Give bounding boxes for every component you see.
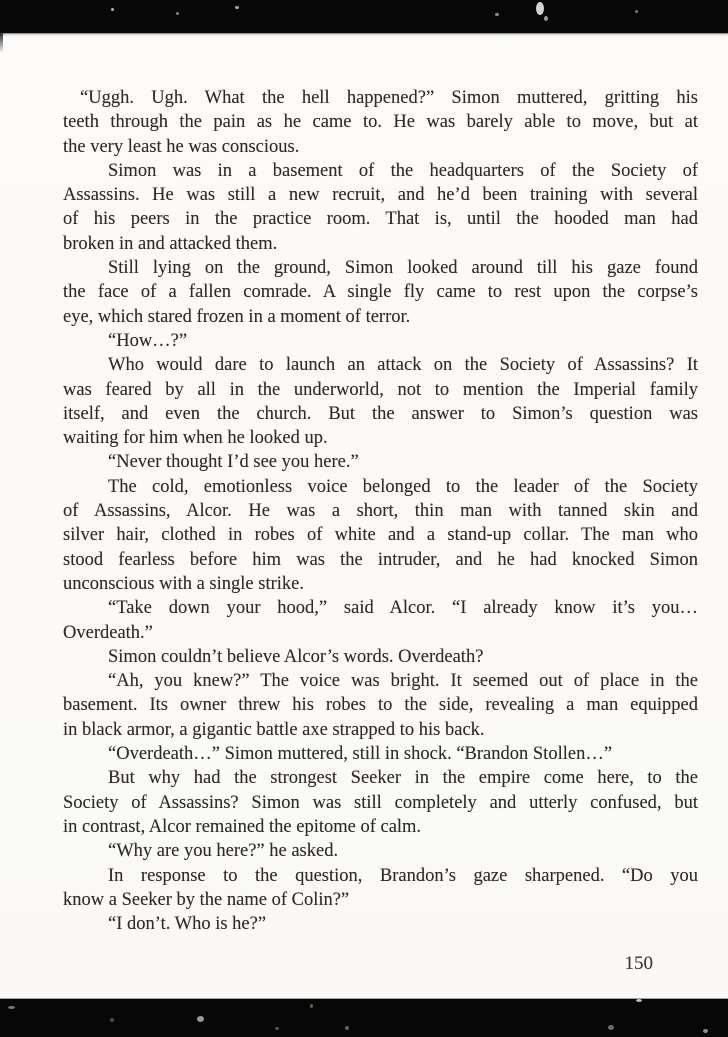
dust-speck — [495, 13, 499, 16]
paragraph — [63, 645, 698, 669]
dust-speck — [536, 2, 544, 15]
text-line: “Why are you here?” he asked. — [108, 841, 339, 862]
scan-edge-artifact — [0, 33, 3, 53]
text-line: Society of Assassins? Simon was still completely and utterly confused, but — [63, 792, 698, 813]
text-line: The cold, emotionless voice belonged to the leader of the Society — [108, 476, 698, 497]
paragraph — [63, 766, 698, 839]
text-line: Assassins. He was still a new recruit, and he’d been training with several — [63, 185, 698, 206]
text-line: broken in and attacked them. — [63, 233, 278, 254]
paragraph — [63, 669, 698, 742]
text-line: In response to the question, Brandon’s gaze sharpened. “Do you — [108, 865, 698, 886]
text-line: “Overdeath…” Simon muttered, still in shock. “Brandon Stollen…” — [108, 744, 613, 765]
paragraph — [63, 839, 698, 863]
text-line: Simon couldn’t believe Alcor’s words. Overdeath? — [108, 646, 484, 667]
top-scan-border — [0, 0, 728, 33]
dust-speck — [8, 1006, 15, 1009]
text-line: of his peers in the practice room. That is, until the hooded man had — [63, 209, 698, 230]
paragraph — [63, 475, 698, 596]
dust-speck — [176, 12, 179, 15]
text-line: “I don’t. Who is he?” — [108, 914, 267, 935]
dust-speck — [275, 1027, 279, 1030]
text-line: basement. Its owner threw his robes to the side, revealing a man equipped — [63, 695, 698, 716]
text-line: “How…?” — [108, 330, 188, 351]
paragraph — [63, 256, 698, 329]
text-line: in contrast, Alcor remained the epitome of calm. — [63, 816, 422, 837]
text-line: waiting for him when he looked up. — [63, 428, 328, 449]
bottom-scan-border — [0, 999, 728, 1037]
text-line: the very least he was conscious. — [63, 136, 300, 157]
paragraph — [63, 159, 698, 256]
dust-speck — [235, 6, 239, 9]
paragraph — [63, 864, 698, 913]
page-number: 150 — [624, 953, 653, 974]
text-line: “Uggh. Ugh. What the hell happened?” Simon muttered, gritting his — [80, 88, 698, 108]
text-line: “Never thought I’d see you here.” — [108, 452, 359, 473]
text-line: “Ah, you knew?” The voice was bright. It seemed out of place in the — [108, 671, 698, 692]
dust-speck — [197, 1016, 204, 1022]
text-line: teeth through the pain as he came to. He was barely able to move, but at — [63, 112, 698, 133]
dust-speck — [110, 1018, 114, 1022]
text-block — [63, 86, 698, 936]
dust-speck — [636, 999, 642, 1002]
dust-speck — [544, 16, 548, 21]
text-line: Simon was in a basement of the headquarters of the Society of — [108, 160, 698, 181]
dust-speck — [345, 1026, 349, 1030]
dust-speck — [111, 8, 114, 11]
text-line: Still lying on the ground, Simon looked around till his gaze found — [108, 258, 698, 279]
text-line: of Assassins, Alcor. He was a short, thin man with tanned skin and — [63, 501, 698, 522]
dust-speck — [310, 1004, 313, 1008]
text-line: But why had the strongest Seeker in the empire come here, to the — [108, 768, 698, 789]
text-line: “Take down your hood,” said Alcor. “I already know it’s you… — [108, 598, 698, 619]
text-line: unconscious with a single strike. — [63, 573, 304, 594]
text-line: silver hair, clothed in robes of white and a stand-up collar. The man who — [63, 525, 698, 546]
paragraph — [63, 353, 698, 450]
paragraph — [63, 912, 698, 936]
text-line: stood fearless before him was the intruder, and he had knocked Simon — [63, 549, 698, 570]
text-line: know a Seeker by the name of Colin?” — [63, 889, 350, 910]
text-line: in black armor, a gigantic battle axe strapped to his back. — [63, 719, 485, 740]
text-line: was feared by all in the underworld, not to mention the Imperial family — [63, 379, 698, 400]
text-line: itself, and even the church. But the answer to Simon’s question was — [63, 403, 698, 424]
paragraph — [63, 450, 698, 474]
dust-speck — [635, 10, 638, 13]
paragraph — [63, 329, 698, 353]
text-line: Overdeath.” — [63, 622, 153, 643]
paragraph — [63, 742, 698, 766]
text-line: the face of a fallen comrade. A single fly came to rest upon the corpse’s — [63, 282, 698, 303]
dust-speck — [608, 1025, 614, 1030]
dust-speck — [703, 1029, 708, 1033]
text-line: Who would dare to launch an attack on the Society of Assassins? It — [108, 355, 698, 376]
paragraph — [63, 86, 698, 159]
paragraph — [63, 596, 698, 645]
text-line: eye, which stared frozen in a moment of terror. — [63, 306, 411, 327]
